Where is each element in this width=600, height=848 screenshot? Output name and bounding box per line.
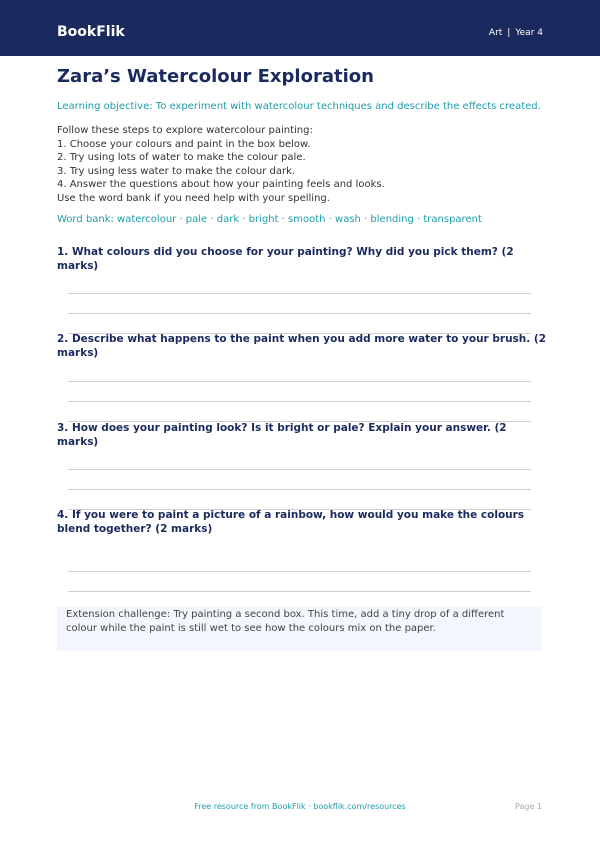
- answer-line[interactable]: [68, 469, 531, 470]
- instructions-note: Use the word bank if you need help with your spelling.: [57, 192, 330, 204]
- instruction-step: 4. Answer the questions about how your painting feels and looks.: [57, 179, 385, 191]
- learning-objective: Learning objective: To experiment with watercolour techniques and describe the effects created.: [57, 101, 541, 112]
- answer-line[interactable]: [68, 489, 531, 490]
- footer-source[interactable]: Free resource from BookFlik · bookflik.com/resources: [194, 802, 406, 811]
- instruction-step: 2. Try using lots of water to make the colour pale.: [57, 152, 306, 164]
- page-header: [0, 0, 600, 56]
- answer-line[interactable]: [68, 591, 531, 592]
- extension-challenge: Extension challenge: Try painting a second box. This time, add a tiny drop of a different colour while the paint is still wet to see how the colours mix on the paper.: [57, 607, 542, 651]
- question-4: 4. If you were to paint a picture of a rainbow, how would you make the colours blend together? (2 marks): [57, 509, 525, 535]
- question-1: 1. What colours did you choose for your painting? Why did you pick them? (2 marks): [57, 246, 514, 272]
- question-2: 2. Describe what happens to the paint when you add more water to your brush. (2 marks): [57, 333, 547, 359]
- instructions: [57, 124, 385, 206]
- page-title: Zara’s Watercolour Exploration: [57, 66, 374, 87]
- answer-line[interactable]: [68, 571, 531, 572]
- subject-label: Art: [488, 28, 503, 38]
- year-label: Year 4: [515, 28, 543, 38]
- instruction-step: 1. Choose your colours and paint in the box below.: [57, 138, 311, 150]
- answer-line[interactable]: [68, 401, 531, 402]
- subject-year: [489, 27, 543, 39]
- answer-line[interactable]: [68, 381, 531, 382]
- word-bank: Word bank: watercolour · pale · dark · bright · smooth · wash · blending · transparent: [57, 214, 482, 225]
- meta-separator: |: [507, 28, 511, 38]
- answer-line[interactable]: [68, 293, 531, 294]
- answer-line[interactable]: [68, 313, 531, 314]
- question-3: 3. How does your painting look? Is it bright or pale? Explain your answer. (2 marks): [57, 422, 507, 448]
- brand-logo[interactable]: BookFlik: [57, 24, 125, 40]
- instructions-intro: Follow these steps to explore watercolour painting:: [57, 125, 313, 136]
- instruction-step: 3. Try using less water to make the colour dark.: [57, 165, 296, 177]
- page-number: Page 1: [515, 802, 542, 811]
